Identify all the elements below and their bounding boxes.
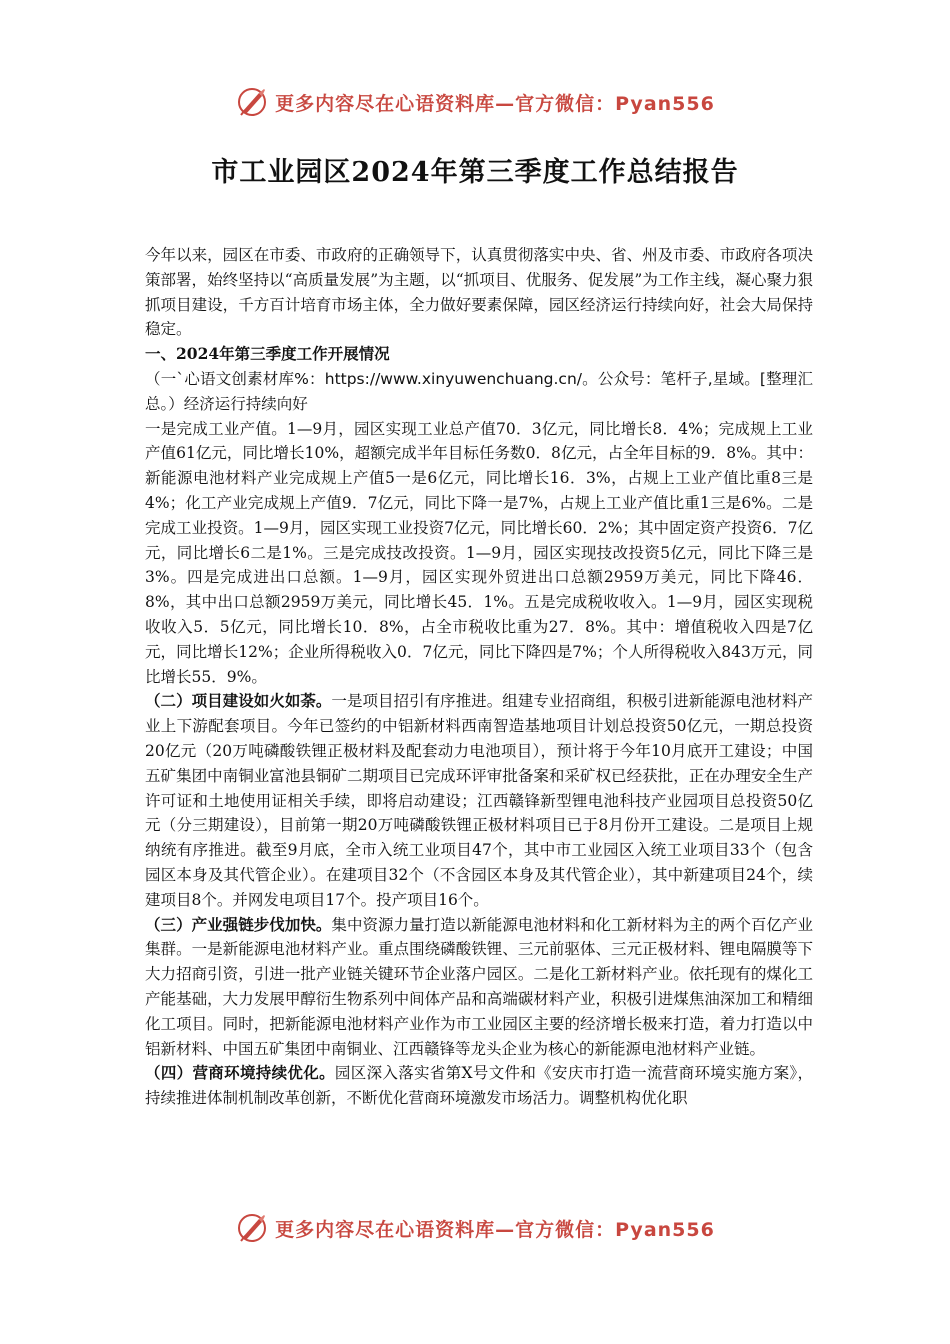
- page-title: 市工业园区2024年第三季度工作总结报告: [211, 157, 739, 188]
- pen-quill-icon: [235, 1211, 269, 1245]
- subsection-2: [145, 689, 813, 912]
- header-banner: [0, 82, 950, 122]
- subsection-body-3: 集中资源力量打造以新能源电池材料和化工新材料为主的两个百亿产业集群。一是新能源电池材料产业。重点围绕磷酸铁锂、三元前驱体、三元正极材料、锂电隔膜等下大力招商引资，引进一批产业链关键环节企业落户园区。二是化工新材料产业。依托现有的煤化工产能基础，大力发展甲醇衍生物系列中间体产品和高端碳材料产业，积极引进煤焦油深加工和精细化工项目。同时，把新能源电池材料产业作为市工业园区主要的经济增长极来打造，着力打造以中铝新材料、中国五矿集团中南铜业、江西赣锋等龙头企业为核心的新能源电池材料产业链。: [145, 915, 813, 1058]
- subsection-3: [145, 913, 813, 1062]
- subsection-body-2: 一是项目招引有序推进。组建专业招商组，积极引进新能源电池材料产业上下游配套项目。今年已签约的中铝新材料西南智造基地项目计划总投资50亿元，一期总投资20亿元（20万吨磷酸铁锂正极材料及配套动力电池项目），预计将于今年10月底开工建设；中国五矿集团中南铜业富池县铜矿二期项目已完成环评审批备案和采矿权已经获批，正在办理安全生产许可证和土地使用证相关手续，即将启动建设；江西赣锋新型锂电池科技产业园项目总投资50亿元（分三期建设），目前第一期20万吨磷酸铁锂正极材料项目已于8月份开工建设。二是项目上规纳统有序推进。截至9月底，全市入统工业项目47个，其中市工业园区入统工业项目33个（包含园区本身及其代管企业）。在建项目32个（不含园区本身及其代管企业），其中新建项目24个，续建项目8个。并网发电项目17个。投产项目16个。: [145, 692, 813, 909]
- pen-quill-icon: [235, 85, 269, 119]
- document-body: [145, 243, 813, 1111]
- section-heading-1: 一、2024年第三季度工作开展情况: [145, 344, 390, 364]
- subsection-heading-3: （三）产业强链步伐加快。: [145, 914, 332, 934]
- subsection-body-1: 一是完成工业产值。1—9月，园区实现工业总产值70．3亿元，同比增长8．4%；完成规上工业产值61亿元，同比增长10%，超额完成半年目标任务数0．8亿元，占全年目标的9．8%。其中：新能源电池材料产业完成规上产值5一是6亿元，同比增长16．3%，占规上工业产值比重8三是4%；化工产业完成规上产值9．7亿元，同比下降一是7%，占规上工业产值比重1三是6%。二是完成工业投资。1—9月，园区实现工业投资7亿元，同比增长60．2%；其中固定资产投资6．7亿元，同比增长6二是1%。三是完成技改投资。1—9月，园区实现技改投资5亿元，同比下降三是3%。四是完成进出口总额。1—9月，园区实现外贸进出口总额2959万美元，同比下降46．8%，其中出口总额2959万美元，同比增长45．1%。五是完成税收收入。1—9月，园区实现税收收入5．5亿元，同比增长10．8%，占全市税收比重为27．8%。其中：增值税收入四是7亿元，同比增长12%；企业所得税收入0．7亿元，同比下降四是7%；个人所得税收入843万元，同比增长55．9%。: [145, 419, 813, 686]
- subsection-4: [145, 1061, 813, 1111]
- subsection-heading-2: （二）项目建设如火如荼。: [145, 691, 332, 711]
- subsection-heading-4: （四）营商环境持续优化。: [145, 1063, 335, 1083]
- intro-paragraph: 今年以来，园区在市委、市政府的正确领导下，认真贯彻落实中央、省、州及市委、市政府各项决策部署，始终坚持以“高质量发展”为主题，以“抓项目、优服务、促发展”为工作主线，凝心聚力狠抓项目建设，千方百计培育市场主体，全力做好要素保障，园区经济运行持续向好，社会大局保持稳定。: [145, 246, 813, 339]
- subsection-heading-1: （一`心语文创素材库%：https://www.xinyuwenchuang.cn/。公众号：笔杆子,星域。[整理汇总。）经济运行持续向好: [145, 369, 813, 413]
- banner-text: 更多内容尽在心语资料库—官方微信：Pyan556: [275, 92, 715, 115]
- footer-banner: [0, 1208, 950, 1248]
- banner-text: 更多内容尽在心语资料库—官方微信：Pyan556: [275, 1218, 715, 1241]
- subsection-body-4: 园区深入落实省第X号文件和《安庆市打造一流营商环境实施方案》，持续推进体制机制改革创新，不断优化营商环境激发市场活力。调整机构优化职: [145, 1064, 813, 1108]
